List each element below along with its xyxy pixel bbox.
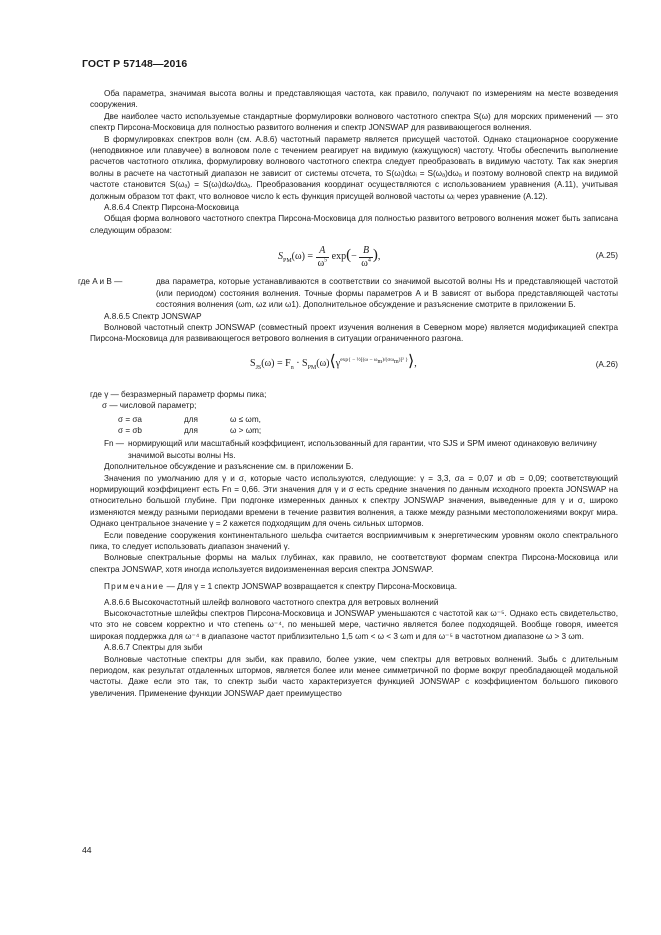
paragraph: Высокочастотные шлейфы спектров Пирсона-Московица и JONSWAP уменьшаются с частотой как ω⁻⁵. Однако есть свидетельство, что это не совсем корректно и что степень ω⁻⁴, по меньшей мере, частично является более подходящей. Вообще говоря, имеется широкая поддержка для ω⁻⁴ в диапазоне частот приблизительно 1,5 ωm < ω < 3 ωm и для ω⁻⁵ в частотном диапазоне ω > 3 ωm. — [90, 609, 618, 641]
paragraph: Волновой частотный спектр JONSWAP (совместный проект изучения волнения в Северном море) является модификацией спектра Пирсона-Московица для развивающегося ветрового волнения в ситуации ограниченного разгона. — [90, 322, 618, 344]
definitions — [90, 389, 618, 461]
sigma-row — [118, 414, 618, 425]
section-heading: А.8.6.6 Высокочастотный шлейф волнового частотного спектра для ветровых волнений — [104, 597, 439, 607]
sigma-table — [118, 414, 618, 437]
sigma-cell: для — [184, 414, 198, 424]
equation-number: (А.26) — [595, 359, 618, 369]
sigma-row — [118, 425, 618, 436]
equation-a26 — [90, 348, 618, 386]
sigma-cell: σ = σb — [118, 425, 142, 435]
paragraph: Общая форма волнового частотного спектра Пирсона-Московица для полностью развитого ветрового волнения может быть записана следующим образом: — [90, 214, 618, 235]
paragraph: Оба параметра, значимая высота волны и представляющая частота, как правило, получают по измерениям на месте возведения сооружения. — [90, 89, 618, 110]
equation-body: $S_{PM}(\omega)$ = $\frac{A}{\omega^5}$ exp(− $\frac{B}{\omega^4}$ ), — [278, 245, 381, 269]
sigma-cell: ω ≤ ωm, — [230, 414, 261, 424]
note — [90, 581, 618, 592]
definition-symbol: Fn — — [103, 439, 124, 449]
section-heading: А.8.6.7 Спектры для зыби — [104, 643, 203, 653]
sigma-cell: ω > ωm; — [230, 425, 262, 435]
paragraph: Волновые спектральные формы на малых глубинах, как правило, не соответствуют формам спектра Пирсона-Московица или спектра JONSWAP, хотя иногда используется видоизмененная версия спектра JONSWAP. — [90, 553, 618, 574]
paragraph: Дополнительное обсуждение и разъяснение см. в приложении Б. — [104, 462, 354, 472]
section-heading: А.8.6.5 Спектр JONSWAP — [104, 311, 202, 321]
definition-sigma: σ — числовой параметр; — [102, 401, 197, 411]
definition-text: нормирующий или масштабный коэффициент, использованный для гарантии, что SJS и SPM имеют одинаковую величину значимой высоты волны Hs. — [128, 439, 597, 460]
where-label: где A и B — — [78, 277, 123, 287]
paragraph: Если поведение сооружения континентального шельфа считается восприимчивым к энергетическим уровням около спектрального пика, то следует использовать диапазон значений γ. — [90, 530, 618, 551]
equation-a25 — [90, 239, 618, 273]
paragraph: Волновые частотные спектры для зыби, как правило, более узкие, чем спектры для ветровых волнений. Зыбь с длительным периодом, как результат отдаленных штормов, является более или менее симметричной по форме вокруг преобладающей модальной частоты. Даже если это так, то спектр зыби часто характеризуется функцией JONSWAP с коэффициентом большого пикового увеличения. Применение функции JONSWAP дает преимущество — [90, 654, 618, 698]
page-body — [78, 88, 618, 699]
definition-fn — [90, 438, 618, 461]
page-number: 44 — [82, 845, 92, 855]
paragraph: В формулировках спектров волн (см. А.8.6) частотный параметр является присущей частотой. Однако стационарное сооружение (неподвижное или плавучее) в волновом поле с течением реагирует на видимую (кажущуюся) частоту. Чтобы обеспечить выполнение расчетов частотного отклика, формулировку волнового частотного спектра следует преобразовать в видимую частоту. Так как энергия волны в расчете на частотный диапазон не зависит от системы отсчета, то S(ωᵢ)dωᵢ = S(ωₐ)dωₐ и поэтому волновой спектр на видимой частоте становится S(ωₐ) = S(ωᵢ)dωᵢ/dωₐ. Преобразования координат осуществляются с использованием уравнения (А.11), учитывая должным образом тот факт, что волновое число k есть функция присущей волновой частоты ωᵢ через уравнение (А.12). — [90, 134, 618, 201]
equation-body: $S_{JS}(\omega) = F_n$ · $S_{PM}(\omega)⟨\gamma^{exp\{ - \frac{1}{2}[(\omega - \omega_m)/(\sigma\omega_m)]^2 \}}⟩$, — [250, 352, 417, 371]
equation-number: (А.25) — [595, 251, 618, 261]
note-label: Примечание — [104, 582, 165, 592]
definition-gamma: где γ — безразмерный параметр формы пика; — [90, 389, 267, 399]
sigma-cell: σ = σa — [118, 414, 142, 424]
where-text: два параметра, которые устанавливаются в соответствии со значимой высотой волны Hs и представляющей частотой (или периодом) состояния волнения. Точные формы параметров A и B зависят от выбора представляющей частоты состояния волнения (ωm, ωz или ω1). Дополнительное обсуждение и разъяснение смотрите в приложении Б. — [156, 277, 618, 310]
document-header: ГОСТ Р 57148—2016 — [82, 58, 188, 70]
section-heading: А.8.6.4 Спектр Пирсона-Московица — [104, 203, 239, 213]
where-clause — [78, 276, 618, 310]
note-text: — Для γ = 1 спектр JONSWAP возвращается к спектру Пирсона-Московица. — [164, 582, 457, 592]
sigma-cell: для — [184, 425, 198, 435]
paragraph: Две наиболее часто используемые стандартные формулировки волнового частотного спектра S(ω) для морских применений — это спектр Пирсона-Московица для полностью развитого волнения и спектр JONSWAP для развивающегося волнения. — [90, 111, 618, 133]
paragraph: Значения по умолчанию для γ и σ, которые часто используются, следующие: γ = 3,3, σa = 0,07 и σb = 0,09; соответствующий нормирующий коэффициент есть Fn = 0,66. Эти значения для γ и σ есть средние значения по данным исходного проекта JONSWAP на относительно большой глубине. При подгонке измеренных данных к спектру JONSWAP значения, выведенные для γ и σ, широко изменяются между разными периодами времени в течение развития волнения, а также между разными местоположениями вокруг мира. Однако центральное значение γ = 2 кажется подходящим для очень сильных штормов. — [90, 473, 618, 529]
